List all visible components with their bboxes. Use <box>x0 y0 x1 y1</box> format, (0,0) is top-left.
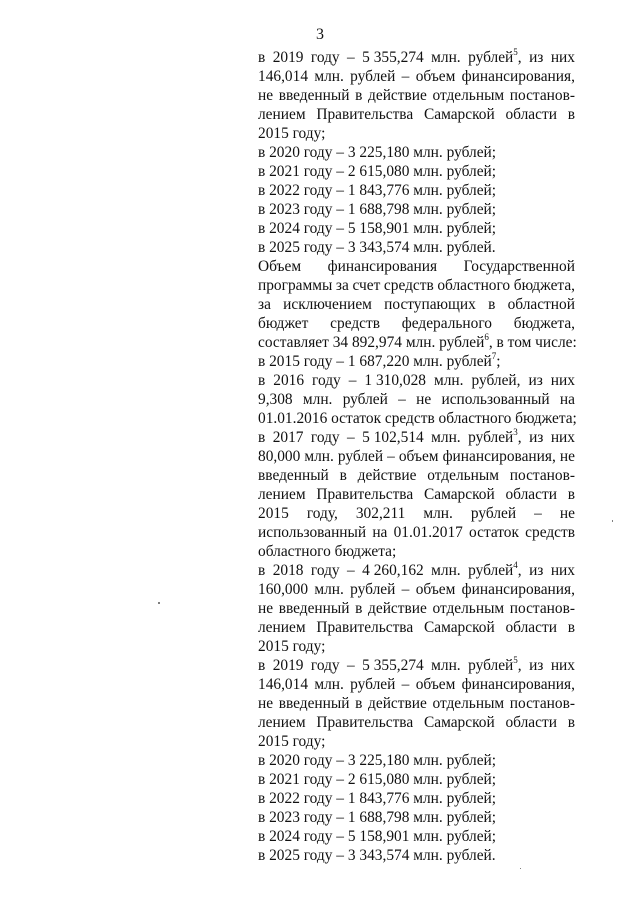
text-line <box>258 257 575 276</box>
word: рублей <box>350 581 396 598</box>
text-line <box>258 48 575 67</box>
page-number: 3 <box>316 26 324 43</box>
word: в <box>258 429 266 446</box>
scan-speck <box>520 868 521 869</box>
word: не <box>416 391 432 408</box>
footnote-ref: 4 <box>513 560 518 570</box>
text-line <box>258 637 575 656</box>
word: рублей$^4$, <box>468 560 522 579</box>
word: не <box>258 695 274 712</box>
word: в <box>567 486 575 503</box>
text-line <box>258 694 575 713</box>
word: не <box>258 87 274 104</box>
word: млн. <box>314 676 344 693</box>
word: – <box>398 391 406 408</box>
word: в 2022 году – 1 843,776 млн. рублей; <box>258 182 497 199</box>
word: в <box>567 106 575 123</box>
text-line <box>258 352 575 371</box>
text-line <box>258 732 575 751</box>
word: не <box>559 505 575 522</box>
word: области <box>505 106 557 123</box>
word: из <box>529 562 544 579</box>
footnote-ref: 5 <box>513 47 518 57</box>
word: введенный <box>258 467 329 484</box>
word: 2015 <box>258 505 289 522</box>
word: году <box>310 562 340 579</box>
word: использованный <box>441 391 550 408</box>
text-line <box>258 485 575 504</box>
word: финансирования, <box>461 676 575 693</box>
word: Государственной <box>463 258 575 275</box>
word: 2019 <box>272 49 304 66</box>
text-line <box>258 523 575 542</box>
word: в <box>355 695 363 712</box>
word: в 2024 году – 5 158,901 млн. рублей; <box>258 220 497 237</box>
word: 9,308 <box>258 391 293 408</box>
word: Правительства <box>316 714 414 731</box>
word: областного бюджета; <box>258 543 397 560</box>
word: бюджета, <box>513 315 575 332</box>
text-line <box>258 618 575 637</box>
word: из <box>528 372 543 389</box>
text-line <box>258 770 575 789</box>
word: рублей <box>342 391 388 408</box>
word: бюджет <box>258 315 309 332</box>
word: областной <box>507 296 575 313</box>
word: 5 355,274 <box>362 49 424 66</box>
word: году <box>310 429 340 446</box>
word: в <box>567 619 575 636</box>
word: средств <box>383 277 434 294</box>
word: 2017 <box>272 429 304 446</box>
text-column <box>258 48 575 865</box>
word: , в том числе: <box>488 334 577 351</box>
word: 160,000 <box>258 581 309 598</box>
word: не <box>559 448 575 465</box>
word: лением <box>258 619 306 636</box>
text-line <box>258 751 575 770</box>
word: – <box>347 49 355 66</box>
word: , <box>517 429 522 446</box>
word: 80,000 <box>258 448 301 465</box>
text-line <box>258 656 575 675</box>
word: – <box>401 581 410 598</box>
word: введенный <box>278 600 350 617</box>
word: объем <box>415 68 456 85</box>
word: отдельным <box>427 467 499 484</box>
word: , <box>517 657 522 674</box>
text-line <box>258 200 575 219</box>
text-line <box>258 846 575 865</box>
word: млн. <box>423 505 453 522</box>
word: в <box>355 87 363 104</box>
text-line <box>258 276 575 295</box>
footnote-ref: 5 <box>513 655 518 665</box>
text-line <box>258 789 575 808</box>
word: – <box>401 68 410 85</box>
word: в <box>258 562 266 579</box>
word: 2015 году; <box>258 125 326 142</box>
word: – <box>387 448 395 465</box>
word: 5 102,514 <box>362 429 424 446</box>
word: – <box>347 429 355 446</box>
word: объем <box>415 676 456 693</box>
word: в <box>567 714 575 731</box>
word: 146,014 <box>258 676 309 693</box>
word: млн. <box>304 448 334 465</box>
word: финансирования, <box>461 68 575 85</box>
text-line <box>258 86 575 105</box>
word: них <box>550 562 575 579</box>
word: Самарской <box>423 486 495 503</box>
word: отдельным <box>432 600 505 617</box>
text-line <box>258 371 575 390</box>
word: постанов- <box>509 600 575 617</box>
word: постанов- <box>509 87 575 104</box>
word: в 2022 году – 1 843,776 млн. рублей; <box>258 790 497 807</box>
word: 01.01.2016 остаток средств областного бюджета; <box>258 410 577 427</box>
footnote-ref: 3 <box>513 427 518 437</box>
text-line <box>258 580 575 599</box>
word: остаток <box>469 524 519 541</box>
word: них <box>550 657 575 674</box>
word: объем <box>415 581 456 598</box>
word: в 2023 году – 1 688,798 млн. рублей; <box>258 201 497 218</box>
word: рублей, <box>471 372 521 389</box>
word: поступающих <box>384 296 476 313</box>
word: областного <box>437 277 511 294</box>
word: году <box>310 49 340 66</box>
word: в <box>355 600 363 617</box>
word: млн. <box>314 581 344 598</box>
word: – <box>534 505 542 522</box>
word: Самарской <box>423 106 495 123</box>
text-line <box>258 105 575 124</box>
word: 2019 <box>272 657 304 674</box>
word: млн. <box>431 562 461 579</box>
word: 2015 году; <box>258 733 326 750</box>
word: ; <box>496 353 501 370</box>
word: составляет 34 892,974 млн. рублей <box>258 334 485 351</box>
text-line <box>258 428 575 447</box>
word: – <box>348 372 357 389</box>
word: области <box>505 619 557 636</box>
word: за <box>335 277 349 294</box>
word: введенный <box>278 87 350 104</box>
word: введенный <box>278 695 350 712</box>
text-line <box>258 181 575 200</box>
word: млн. <box>302 391 333 408</box>
word: Самарской <box>423 619 495 636</box>
word: 1 310,028 <box>364 372 426 389</box>
text-line <box>258 409 575 428</box>
word: 01.01.2017 <box>393 524 463 541</box>
word: году, <box>306 505 338 522</box>
text-line <box>258 504 575 523</box>
word: не <box>258 600 274 617</box>
word: действие <box>357 467 417 484</box>
word: средств <box>330 315 380 332</box>
word: 5 355,274 <box>362 657 424 674</box>
text-line <box>258 542 575 561</box>
word: Правительства <box>316 486 414 503</box>
word: Самарской <box>423 714 495 731</box>
footnote-ref: 6 <box>484 332 489 342</box>
word: рублей$^5$, <box>468 655 522 674</box>
word: , <box>517 562 522 579</box>
word: 146,014 <box>258 68 309 85</box>
word: на <box>559 391 575 408</box>
word: – <box>401 676 410 693</box>
word: году <box>310 657 340 674</box>
word: области <box>505 486 557 503</box>
word: исключением <box>283 296 372 313</box>
word: в <box>258 49 266 66</box>
word: , <box>517 49 522 66</box>
text-line <box>258 390 575 409</box>
word: в <box>258 372 266 389</box>
word: в 2025 году – 3 343,574 млн. рублей. <box>258 847 496 864</box>
word: – <box>347 562 355 579</box>
word: в 2025 году – 3 343,574 млн. рублей. <box>258 239 496 256</box>
word: бюджета, <box>513 277 575 294</box>
word: в 2024 году – 5 158,901 млн. рублей; <box>258 828 497 845</box>
word: действие <box>368 695 427 712</box>
word: средств <box>525 524 575 541</box>
word: использованный <box>258 524 367 541</box>
word: федерального <box>401 315 492 332</box>
word: области <box>505 714 557 731</box>
word: счет <box>352 277 381 294</box>
text-line <box>258 124 575 143</box>
word: объем <box>398 448 439 465</box>
text-line <box>258 447 575 466</box>
word: отдельным <box>432 87 505 104</box>
scan-speck <box>612 520 613 522</box>
text-line <box>258 295 575 314</box>
word: млн. <box>431 429 461 446</box>
word: в 2020 году – 3 225,180 млн. рублей; <box>258 144 497 161</box>
text-line <box>258 599 575 618</box>
word: рублей <box>337 448 384 465</box>
word: Объем <box>258 258 302 275</box>
word: из <box>529 49 544 66</box>
word: в 2021 году – 2 615,080 млн. рублей; <box>258 163 497 180</box>
word: млн. <box>431 49 461 66</box>
word: в <box>339 467 347 484</box>
text-line <box>258 162 575 181</box>
word: лением <box>258 106 306 123</box>
word: рублей <box>350 68 396 85</box>
text-line <box>258 713 575 732</box>
word: в <box>488 296 496 313</box>
word: рублей <box>350 676 396 693</box>
word: действие <box>368 87 427 104</box>
text-line <box>258 561 575 580</box>
word: финансирования <box>327 258 438 275</box>
word: из <box>529 657 544 674</box>
word: лением <box>258 714 306 731</box>
text-line <box>258 808 575 827</box>
word: в 2021 году – 2 615,080 млн. рублей; <box>258 771 497 788</box>
word: 4 260,162 <box>362 562 424 579</box>
word: Правительства <box>316 106 414 123</box>
word: них <box>550 429 575 446</box>
word: 2016 <box>273 372 305 389</box>
word: 2018 <box>272 562 304 579</box>
word: них <box>550 49 575 66</box>
word: Правительства <box>316 619 414 636</box>
word: рублей$^3$, <box>468 427 522 446</box>
word: финансирования, <box>442 448 556 465</box>
text-line <box>258 143 575 162</box>
text-line <box>258 219 575 238</box>
word: постанов- <box>509 695 575 712</box>
word: из <box>529 429 544 446</box>
word: на <box>372 524 388 541</box>
word: млн. <box>433 372 464 389</box>
word: млн. <box>431 657 461 674</box>
word: рублей <box>470 505 517 522</box>
word: 2015 году; <box>258 638 326 655</box>
scan-speck <box>158 602 160 604</box>
text-line <box>258 466 575 485</box>
text-line <box>258 333 575 352</box>
word: в 2020 году – 3 225,180 млн. рублей; <box>258 752 497 769</box>
word: финансирования, <box>461 581 575 598</box>
word: 302,211 <box>355 505 406 522</box>
word: программы <box>258 277 333 294</box>
footnote-ref: 7 <box>491 351 497 361</box>
text-line <box>258 314 575 333</box>
word: в 2015 году – 1 687,220 млн. рублей <box>258 353 492 370</box>
word: рублей$^5$, <box>468 47 522 66</box>
text-line <box>258 238 575 257</box>
text-line <box>258 827 575 846</box>
word: – <box>347 657 355 674</box>
word: в <box>258 657 266 674</box>
word: них <box>550 372 575 389</box>
word: в 2023 году – 1 688,798 млн. рублей; <box>258 809 497 826</box>
word: постанов- <box>509 467 575 484</box>
word: отдельным <box>432 695 505 712</box>
word: году <box>312 372 341 389</box>
word: действие <box>368 600 427 617</box>
text-line <box>258 675 575 694</box>
word: за <box>258 296 271 313</box>
text-line <box>258 67 575 86</box>
word: млн. <box>314 68 344 85</box>
word: лением <box>258 486 306 503</box>
